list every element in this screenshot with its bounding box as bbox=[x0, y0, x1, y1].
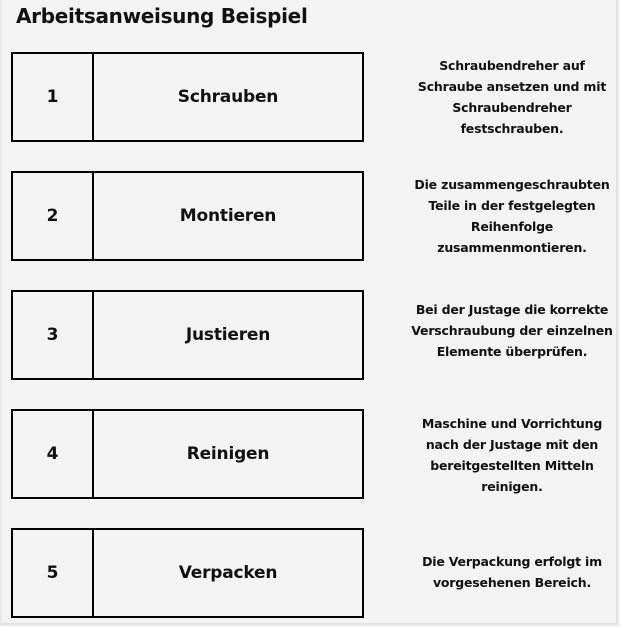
page-title: Arbeitsanweisung Beispiel bbox=[16, 4, 308, 28]
step-box-5 bbox=[11, 528, 364, 618]
step-name: Schrauben bbox=[177, 87, 279, 107]
step-number: 3 bbox=[13, 292, 94, 378]
step-number: 2 bbox=[13, 173, 94, 259]
step-description-3 bbox=[406, 285, 618, 375]
step-description-1 bbox=[412, 52, 612, 142]
step-number: 1 bbox=[13, 54, 94, 140]
step-number: 5 bbox=[13, 530, 94, 616]
step-box-3 bbox=[11, 290, 364, 380]
step-box-1 bbox=[11, 52, 364, 142]
step-description-text: Maschine und Vorrichtung nach der Justage mit den bereitgestellten Mitteln reinigen. bbox=[421, 416, 603, 494]
step-name: Verpacken bbox=[178, 563, 278, 583]
step-description-text: Die zusammengeschraubten Teile in der festgelegten Reihenfolge zusammenmontieren. bbox=[414, 177, 610, 255]
step-description-2 bbox=[412, 171, 612, 261]
step-description-5 bbox=[412, 527, 612, 617]
step-name: Justieren bbox=[185, 325, 271, 345]
step-box-4 bbox=[11, 409, 364, 499]
step-box-2 bbox=[11, 171, 364, 261]
step-number: 4 bbox=[13, 411, 94, 497]
step-description-4 bbox=[412, 410, 612, 500]
step-name: Montieren bbox=[179, 206, 277, 226]
step-description-text: Schraubendreher auf Schraube ansetzen und mit Schraubendreher festschrauben. bbox=[417, 58, 607, 136]
step-description-text: Bei der Justage die korrekte Verschraubung der einzelnen Elemente überprüfen. bbox=[411, 301, 613, 359]
step-description-text: Die Verpackung erfolgt im vorgesehenen Bereich. bbox=[422, 554, 602, 590]
step-name: Reinigen bbox=[186, 444, 270, 464]
